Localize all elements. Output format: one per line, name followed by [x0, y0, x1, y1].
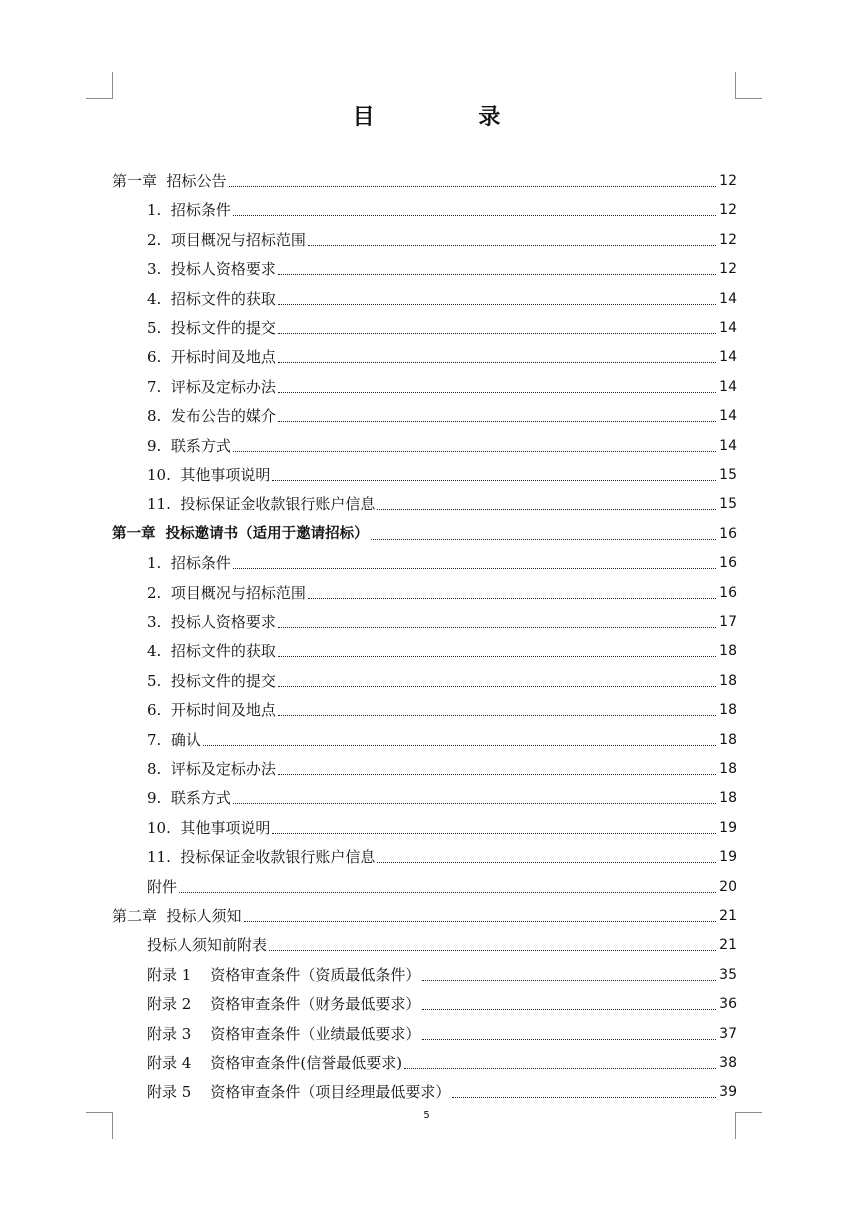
toc-dot-leader [422, 1008, 716, 1010]
crop-mark-top-left-v [112, 72, 113, 99]
toc-dot-leader [422, 979, 716, 981]
toc-entry[interactable] [147, 809, 737, 838]
toc-dot-leader [269, 949, 716, 951]
toc-entry-title: 8. 评标及定标办法 [147, 760, 276, 778]
toc-entry[interactable] [147, 632, 737, 661]
toc-entry[interactable] [147, 250, 737, 279]
toc-entry-page: 14 [719, 290, 737, 307]
toc-entry[interactable] [147, 221, 737, 250]
toc-entry[interactable] [147, 1073, 737, 1102]
toc-entry-page: 12 [719, 173, 737, 189]
toc-entry-page: 14 [719, 349, 737, 366]
toc-entry-title: 5. 投标文件的提交 [147, 671, 276, 690]
toc-dot-leader [278, 273, 716, 275]
toc-entry-title: 附录 1 资格审查条件（资质最低条件） [147, 965, 421, 984]
toc-entry-page: 14 [719, 378, 737, 395]
toc-entry[interactable] [147, 544, 737, 573]
toc-dot-leader [272, 479, 716, 481]
toc-dot-leader [278, 626, 716, 628]
toc-entry-title: 10. 其他事项说明 [147, 466, 271, 484]
toc-dot-leader [278, 303, 716, 305]
crop-mark-top-right-h [735, 98, 762, 99]
toc-entry[interactable] [147, 1044, 737, 1073]
toc-entry[interactable] [147, 485, 737, 514]
toc-dot-leader [278, 685, 716, 687]
toc-entry-title: 第一章 招标公告 [112, 172, 227, 190]
toc-entry-page: 12 [719, 261, 737, 278]
toc-entry-page: 38 [719, 1055, 737, 1071]
toc-entry-title: 10. 其他事项说明 [147, 818, 271, 837]
toc-entry[interactable] [147, 338, 737, 367]
toc-entry-title: 1. 招标条件 [147, 554, 231, 573]
crop-mark-top-left-h [86, 98, 113, 99]
toc-entry-title: 7. 确认 [147, 730, 201, 749]
toc-entry-title: 2. 项目概况与招标范围 [147, 583, 306, 602]
toc-entry[interactable] [147, 603, 737, 632]
toc-entry-title: 7. 评标及定标办法 [147, 377, 276, 396]
toc-entry-title: 附录 5 资格审查条件（项目经理最低要求） [147, 1083, 451, 1102]
toc-entry-page: 18 [719, 731, 737, 748]
toc-dot-leader [278, 361, 716, 363]
toc-entry-page: 18 [719, 702, 737, 719]
toc-dot-leader [233, 567, 716, 569]
toc-dot-leader [278, 773, 716, 775]
toc-entry-title: 4. 招标文件的获取 [147, 289, 276, 308]
toc-entry-page: 14 [719, 320, 737, 336]
toc-entry[interactable] [147, 427, 737, 456]
toc-entry[interactable] [147, 956, 737, 985]
crop-mark-top-right-v [735, 72, 736, 99]
toc-entry-page: 21 [719, 937, 737, 954]
toc-entry-title: 9. 联系方式 [147, 789, 231, 808]
toc-entry-title: 附录 2 资格审查条件（财务最低要求） [147, 995, 421, 1014]
toc-entry-page: 14 [719, 408, 737, 425]
toc-entry-page: 16 [719, 525, 737, 542]
toc-entry-page: 16 [719, 584, 737, 601]
toc-entry[interactable] [147, 691, 737, 720]
toc-entry[interactable] [147, 309, 737, 338]
toc-entry-page: 37 [719, 1025, 737, 1042]
toc-entry[interactable] [147, 779, 737, 808]
toc-entry-title: 3. 投标人资格要求 [147, 260, 276, 279]
toc-entry-title: 4. 招标文件的获取 [147, 642, 276, 661]
toc-entry-page: 21 [719, 908, 737, 924]
toc-entry-title: 2. 项目概况与招标范围 [147, 230, 306, 249]
toc-dot-leader [233, 802, 716, 804]
page-number: 5 [423, 1110, 430, 1121]
toc-entry-title: 附录 3 资格审查条件（业绩最低要求） [147, 1024, 421, 1043]
toc-dot-leader [278, 420, 716, 422]
toc-entry-page: 17 [719, 614, 737, 630]
toc-entry-title: 第一章 投标邀请书（适用于邀请招标） [112, 525, 369, 542]
toc-entry-page: 36 [719, 996, 737, 1013]
toc-entry-title: 附录 4 资格审查条件(信誉最低要求) [147, 1054, 403, 1072]
toc-entry[interactable] [147, 985, 737, 1014]
toc-entry-title: 1. 招标条件 [147, 201, 231, 220]
toc-entry-title: 9. 联系方式 [147, 436, 231, 455]
toc-entry-title: 第二章 投标人须知 [112, 907, 242, 925]
toc-entry-title: 投标人须知前附表 [147, 936, 268, 955]
toc-entry-title: 6. 开标时间及地点 [147, 348, 276, 367]
toc-entry-page: 12 [719, 202, 737, 219]
toc-entry[interactable] [147, 1015, 737, 1044]
toc-dot-leader [377, 861, 716, 863]
toc-dot-leader [203, 744, 716, 746]
toc-entry-title: 5. 投标文件的提交 [147, 319, 276, 337]
toc-entry-page: 19 [719, 849, 737, 866]
toc-entry[interactable] [112, 897, 737, 926]
toc-entry-page: 39 [719, 1084, 737, 1101]
toc-dot-leader [278, 332, 716, 334]
toc-dot-leader [179, 891, 716, 893]
toc-entry-page: 15 [719, 467, 737, 483]
toc-entry-page: 18 [719, 672, 737, 689]
toc-entry-page: 18 [719, 643, 737, 660]
toc-dot-leader [244, 920, 716, 922]
toc-dot-leader [371, 538, 716, 540]
toc-entry-page: 35 [719, 966, 737, 983]
toc-entry[interactable] [147, 662, 737, 691]
toc-entry[interactable] [112, 515, 737, 544]
toc-entry-title: 8. 发布公告的媒介 [147, 407, 276, 426]
toc-entry-page: 20 [719, 878, 737, 895]
toc-entry-page: 18 [719, 790, 737, 807]
toc-entry[interactable] [147, 750, 737, 779]
toc-entry[interactable] [147, 397, 737, 426]
toc-entry[interactable] [147, 191, 737, 220]
toc-entry-title: 11. 投标保证金收款银行账户信息 [147, 848, 376, 867]
toc-dot-leader [272, 832, 716, 834]
toc-entry[interactable] [147, 574, 737, 603]
toc-entry-page: 19 [719, 819, 737, 836]
page-title: 目 录 [352, 105, 549, 130]
toc-entry[interactable] [147, 456, 737, 485]
toc-entry[interactable] [112, 162, 737, 191]
toc-entry[interactable] [147, 926, 737, 955]
toc-dot-leader [377, 508, 716, 510]
toc-entry-page: 16 [719, 555, 737, 572]
toc-entry-title: 附件 [147, 877, 178, 896]
toc-dot-leader [404, 1067, 716, 1069]
toc-entry[interactable] [147, 280, 737, 309]
toc-dot-leader [229, 185, 716, 187]
toc-entry-title: 11. 投标保证金收款银行账户信息 [147, 495, 376, 514]
toc-dot-leader [233, 450, 716, 452]
toc-dot-leader [308, 244, 716, 246]
toc-entry-page: 18 [719, 761, 737, 777]
toc-dot-leader [452, 1096, 716, 1098]
toc-entry-page: 12 [719, 231, 737, 248]
toc-dot-leader [233, 214, 716, 216]
toc-entry-title: 6. 开标时间及地点 [147, 701, 276, 720]
toc-entry-title: 3. 投标人资格要求 [147, 613, 276, 631]
toc-dot-leader [308, 597, 716, 599]
toc-entry-page: 14 [719, 437, 737, 454]
toc-dot-leader [278, 655, 716, 657]
toc-entry[interactable] [147, 868, 737, 897]
toc-dot-leader [422, 1038, 716, 1040]
toc-dot-leader [278, 391, 716, 393]
toc-entry[interactable] [147, 721, 737, 750]
toc-entry-page: 15 [719, 496, 737, 513]
toc-entry[interactable] [147, 838, 737, 867]
toc-dot-leader [278, 714, 716, 716]
toc-entry[interactable] [147, 368, 737, 397]
